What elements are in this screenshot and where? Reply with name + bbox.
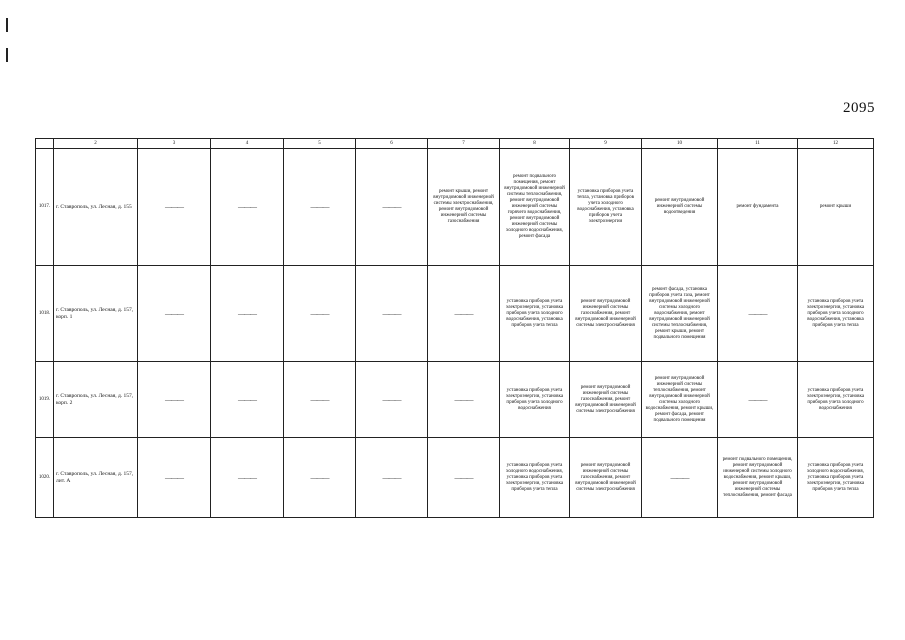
column-header: 2 — [54, 139, 138, 149]
scan-edge-mark — [6, 48, 8, 62]
works-cell: установка приборов учета тепла, установка приборов учета холодного водоснабжения, установка приборов учета электроэнергии — [570, 149, 642, 266]
column-header: 9 — [570, 139, 642, 149]
works-cell: ремонт внутридомовой инженерной системы газоснабжения, ремонт внутридомовой инженерной системы электроснабжения — [570, 362, 642, 438]
column-header: 11 — [718, 139, 798, 149]
table-row — [36, 266, 874, 362]
works-cell: установка приборов учета холодного водоснабжения, установка приборов учета электроэнергии, установка приборов учета тепла — [500, 438, 570, 518]
works-cell: ремонт фундамента — [718, 149, 798, 266]
empty-cell: ——— — [211, 266, 284, 362]
scan-edge-mark — [6, 18, 8, 32]
empty-cell: ——— — [211, 149, 284, 266]
row-number: 1018. — [36, 266, 54, 362]
empty-cell: ——— — [428, 266, 500, 362]
empty-cell: ——— — [356, 438, 428, 518]
works-cell: установка приборов учета электроэнергии, установка приборов учета холодного водоснабжения, установка приборов учета тепла — [798, 266, 874, 362]
works-cell: ремонт внутридомовой инженерной системы газоснабжения, ремонт внутридомовой инженерной системы электроснабжения — [570, 438, 642, 518]
address-cell: г. Ставрополь, ул. Лесная, д. 157, корп. 2 — [54, 362, 138, 438]
works-cell: ремонт внутридомовой инженерной системы газоснабжения, ремонт внутридомовой инженерной системы электроснабжения — [570, 266, 642, 362]
row-number: 1020. — [36, 438, 54, 518]
works-cell: ремонт подвального помещения, ремонт внутридомовой инженерной системы теплоснабжения, ремонт внутридомовой инженерной системы горячего водоснабжения, ремонт внутридомовой инженерной системы холодного водоснабжения, ремонт фасада — [500, 149, 570, 266]
column-header: 3 — [138, 139, 211, 149]
column-header: 5 — [284, 139, 356, 149]
empty-cell: ——— — [284, 438, 356, 518]
row-number: 1019. — [36, 362, 54, 438]
empty-cell: ——— — [138, 362, 211, 438]
empty-cell: ——— — [356, 149, 428, 266]
empty-cell: ——— — [718, 266, 798, 362]
empty-cell: ——— — [284, 149, 356, 266]
works-cell: ремонт крыши — [798, 149, 874, 266]
empty-cell: ——— — [428, 362, 500, 438]
column-header: 4 — [211, 139, 284, 149]
empty-cell: ——— — [356, 266, 428, 362]
works-cell: установка приборов учета электроэнергии, установка приборов учета холодного водоснабжения — [500, 362, 570, 438]
column-number-row — [36, 139, 874, 149]
empty-cell: ——— — [138, 149, 211, 266]
works-cell: ремонт внутридомовой инженерной системы водоотведения — [642, 149, 718, 266]
address-cell: г. Ставрополь, ул. Лесная, д. 155 — [54, 149, 138, 266]
empty-cell: ——— — [138, 266, 211, 362]
column-header: 7 — [428, 139, 500, 149]
repair-schedule-table — [35, 138, 874, 518]
table-row — [36, 362, 874, 438]
page-number: 2095 — [843, 100, 875, 116]
table-row — [36, 149, 874, 266]
works-cell: установка приборов учета холодного водоснабжения, установка приборов учета электроэнергии, установка приборов учета тепла — [798, 438, 874, 518]
column-header: 12 — [798, 139, 874, 149]
empty-cell: ——— — [211, 362, 284, 438]
works-cell: ремонт внутридомовой инженерной системы теплоснабжения, ремонт внутридомовой инженерной системы холодного водоснабжения, ремонт крыши, ремонт фасада, ремонт подвального помещения — [642, 362, 718, 438]
row-number: 1017. — [36, 149, 54, 266]
works-cell: ремонт крыши, ремонт внутридомовой инженерной системы электроснабжения, ремонт внутридомовой инженерной системы газоснабжения — [428, 149, 500, 266]
empty-cell: ——— — [284, 266, 356, 362]
column-header — [36, 139, 54, 149]
empty-cell: ——— — [718, 362, 798, 438]
works-cell: установка приборов учета электроэнергии, установка приборов учета холодного водоснабжения, установка приборов учета тепла — [500, 266, 570, 362]
address-cell: г. Ставрополь, ул. Лесная, д. 157, корп. 1 — [54, 266, 138, 362]
column-header: 10 — [642, 139, 718, 149]
column-header: 6 — [356, 139, 428, 149]
empty-cell: ——— — [356, 362, 428, 438]
empty-cell: ——— — [428, 438, 500, 518]
works-cell: установка приборов учета электроэнергии, установка приборов учета холодного водоснабжения — [798, 362, 874, 438]
address-cell: г. Ставрополь, ул. Лесная, д. 157, лит. А — [54, 438, 138, 518]
empty-cell: ——— — [642, 438, 718, 518]
empty-cell: ——— — [138, 438, 211, 518]
column-header: 8 — [500, 139, 570, 149]
table-row — [36, 438, 874, 518]
works-cell: ремонт фасада, установка приборов учета газа, ремонт внутридомовой инженерной системы холодного водоснабжения, ремонт внутридомовой инженерной системы теплоснабжения, ремонт крыши, ремонт подвального помещения — [642, 266, 718, 362]
empty-cell: ——— — [284, 362, 356, 438]
works-cell: ремонт подвального помещения, ремонт внутридомовой инженерной системы холодного водоснабжения, ремонт крыши, ремонт внутридомовой инженерной системы теплоснабжения, ремонт фасада — [718, 438, 798, 518]
empty-cell: ——— — [211, 438, 284, 518]
